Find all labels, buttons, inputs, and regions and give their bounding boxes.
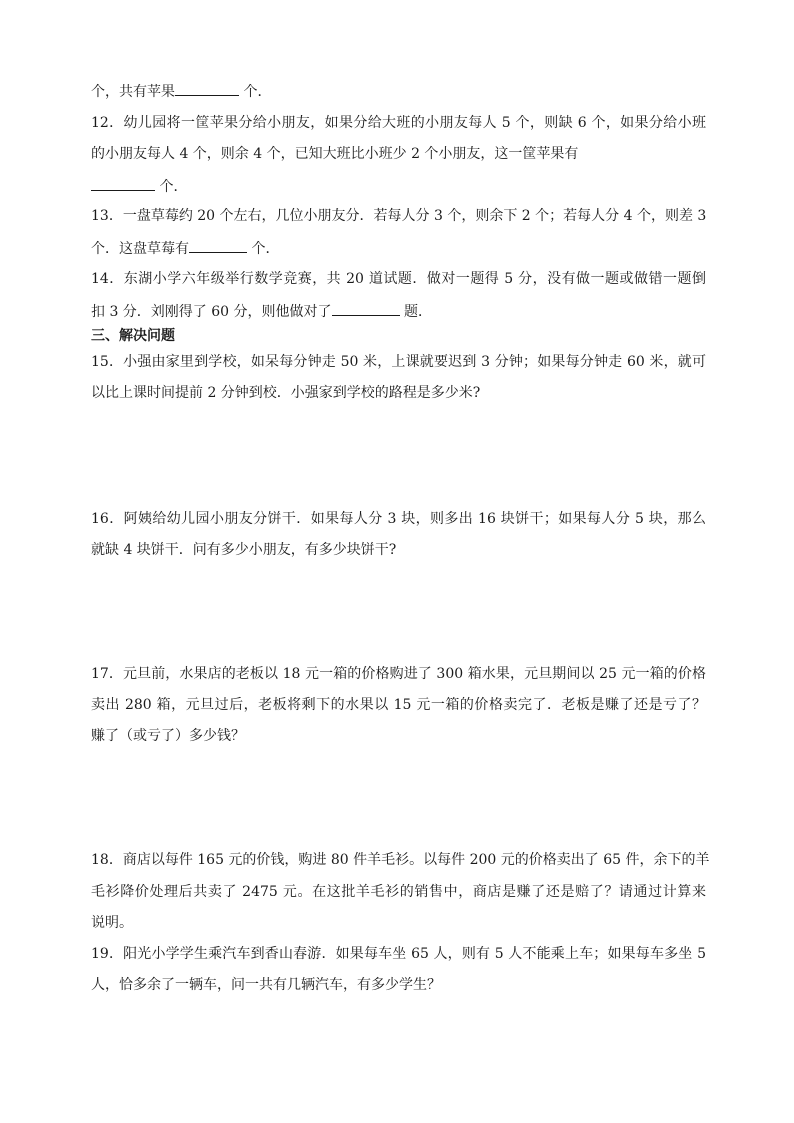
q12-answer-blank[interactable] bbox=[91, 175, 155, 191]
q11-answer-blank[interactable] bbox=[175, 80, 239, 96]
q14-text-post: 题． bbox=[399, 304, 432, 320]
q19-line-1: 19．阳光小学学生乘汽车到香山春游．如果每车坐 65 人，则有 5 人不能乘上车；如果每车多坐 5 bbox=[91, 946, 706, 962]
q12-line-2: 的小朋友每人 4 个，则余 4 个，已知大班比小班少 2 个小朋友，这一筐苹果有 bbox=[91, 146, 579, 162]
q12-line-1: 12．幼儿园将一筐苹果分给小朋友，如果分给大班的小朋友每人 5 个，则缺 6 个，如果分给小班 bbox=[91, 115, 706, 131]
q14-line-1: 14．东湖小学六年级举行数学竞赛，共 20 道试题．做对一题得 5 分，没有做一题或做错一题倒 bbox=[91, 271, 706, 287]
q13-line-2 bbox=[91, 237, 706, 259]
q17-line-2: 卖出 280 箱，元旦过后，老板将剩下的水果以 15 元一箱的价格卖完了．老板是赚了还是亏了？ bbox=[91, 697, 706, 713]
q13-answer-blank[interactable] bbox=[189, 237, 247, 253]
q11-line bbox=[91, 80, 706, 102]
q11-text-pre: 个，共有苹果 bbox=[91, 84, 175, 100]
q17-line-1: 17．元旦前，水果店的老板以 18 元一箱的价格购进了 300 箱水果，元旦期间以 25 元一箱的价格 bbox=[91, 666, 706, 682]
q18-line-2: 毛衫降价处理后共卖了 2475 元。在这批羊毛衫的销售中，商店是赚了还是赔了？请通过计算来 bbox=[91, 884, 706, 900]
section-heading: 三、解决问题 bbox=[91, 328, 175, 344]
q11-text-post: 个． bbox=[239, 84, 272, 100]
q16-line-1: 16．阿姨给幼儿园小朋友分饼干．如果每人分 3 块，则多出 16 块饼干；如果每人分 5 块，那么 bbox=[91, 511, 706, 527]
q14-answer-blank[interactable] bbox=[332, 300, 400, 316]
q13-line-1: 13．一盘草莓约 20 个左右，几位小朋友分．若每人分 3 个，则余下 2 个；若每人分 4 个，则差 3 bbox=[91, 208, 707, 224]
q16-line-2: 就缺 4 块饼干．问有多少小朋友，有多少块饼干? bbox=[91, 542, 397, 558]
q13-text-pre: 个．这盘草莓有 bbox=[91, 241, 189, 257]
q14-text-pre: 扣 3 分．刘刚得了 60 分，则他做对了 bbox=[91, 304, 332, 320]
q12-line-3 bbox=[91, 175, 706, 197]
q17-line-3: 赚了（或亏了）多少钱？ bbox=[91, 728, 245, 744]
q14-line-2 bbox=[91, 300, 706, 322]
q15-line-1: 15．小强由家里到学校，如呆每分钟走 50 米，上课就要迟到 3 分钟；如果每分钟走 60 米，就可 bbox=[91, 354, 706, 370]
q15-line-2: 以比上课时间提前 2 分钟到校．小强家到学校的路程是多少米? bbox=[91, 385, 481, 401]
q19-line-2: 人，恰多余了一辆车，问一共有几辆汽车，有多少学生？ bbox=[91, 977, 441, 993]
q18-line-1: 18．商店以每件 165 元的价钱，购进 80 件羊毛衫。以每件 200 元的价格卖出了 65 件，余下的羊 bbox=[91, 852, 710, 868]
q18-line-3: 说明。 bbox=[91, 915, 133, 931]
q13-text-post: 个． bbox=[247, 241, 280, 257]
q12-text-post: 个． bbox=[155, 179, 188, 195]
